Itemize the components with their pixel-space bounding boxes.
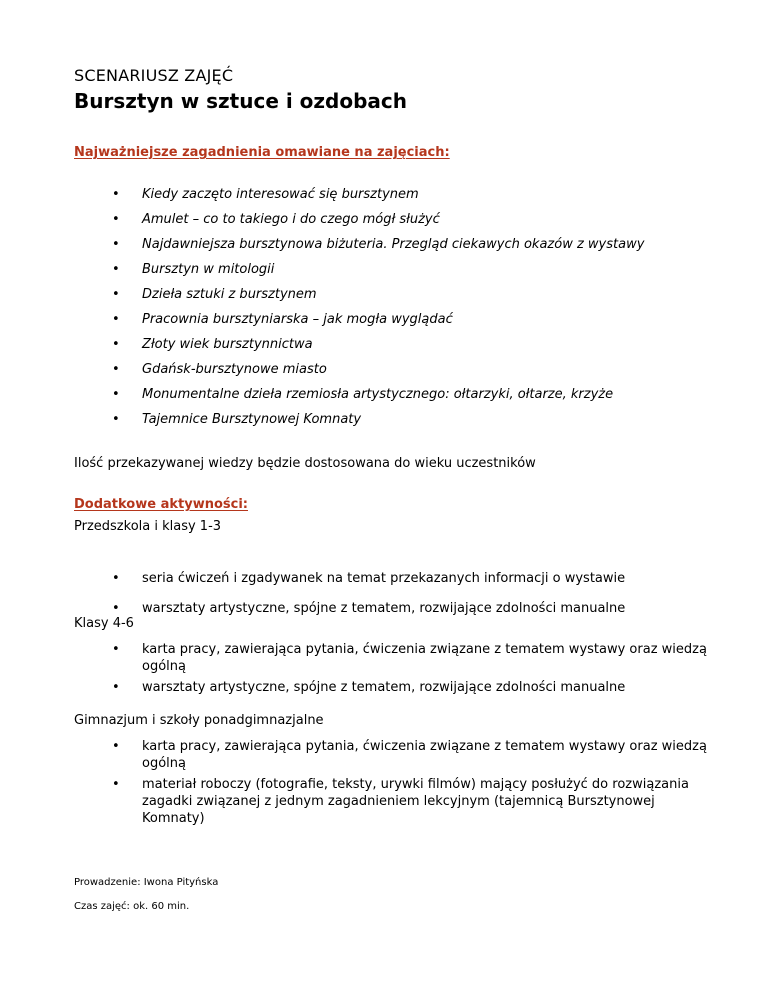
list-item-text: Gdańsk-bursztynowe miasto — [142, 362, 327, 377]
bullet-icon: • — [112, 187, 120, 202]
list-item-text: seria ćwiczeń i zgadywanek na temat przekazanych informacji o wystawie — [142, 571, 626, 586]
list-item-text: karta pracy, zawierająca pytania, ćwiczenia związane z tematem wystawy oraz wiedzą ogólną — [142, 739, 707, 771]
list-item — [112, 286, 712, 311]
list-item — [112, 336, 712, 361]
bullet-icon: • — [112, 237, 120, 252]
list-item-text: Amulet – co to takiego i do czego mógł służyć — [142, 212, 440, 227]
document-supertitle: SCENARIUSZ ZAJĘĆ — [74, 66, 234, 85]
group-label-secondary: Gimnazjum i szkoły ponadgimnazjalne — [74, 713, 324, 728]
list-item — [112, 570, 712, 600]
bullet-icon: • — [112, 412, 120, 427]
bullet-icon: • — [112, 680, 120, 695]
bullet-icon: • — [112, 287, 120, 302]
activities-list-secondary — [112, 738, 712, 827]
list-item-text: Monumentalne dzieła rzemiosła artystycznego: ołtarzyki, ołtarze, krzyże — [142, 387, 614, 402]
list-item-text: Złoty wiek bursztynnictwa — [142, 337, 313, 352]
list-item — [112, 261, 712, 286]
bullet-icon: • — [112, 312, 120, 327]
list-item — [112, 641, 712, 679]
main-topics-list — [112, 186, 712, 436]
bullet-icon: • — [112, 739, 120, 754]
list-item — [112, 186, 712, 211]
activities-list-preschool — [112, 570, 712, 630]
bullet-icon: • — [112, 601, 120, 616]
list-item-text: Tajemnice Bursztynowej Komnaty — [142, 412, 362, 427]
list-item — [112, 311, 712, 336]
list-item-text: Pracownia bursztyniarska – jak mogła wyglądać — [142, 312, 453, 327]
activities-list-classes-4-6 — [112, 641, 712, 696]
group-label-classes-4-6: Klasy 4-6 — [74, 616, 134, 631]
bullet-icon: • — [112, 387, 120, 402]
list-item-text: Najdawniejsza bursztynowa biżuteria. Przegląd ciekawych okazów z wystawy — [142, 237, 645, 252]
document-title: Bursztyn w sztuce i ozdobach — [74, 89, 408, 113]
bullet-icon: • — [112, 642, 120, 657]
list-item — [112, 776, 712, 827]
list-item — [112, 361, 712, 386]
bullet-icon: • — [112, 212, 120, 227]
footer-duration: Czas zajęć: ok. 60 min. — [74, 901, 190, 912]
main-topics-heading: Najważniejsze zagadnienia omawiane na zajęciach: — [74, 145, 450, 160]
list-item — [112, 411, 712, 436]
list-item-text: materiał roboczy (fotografie, teksty, urywki filmów) mający posłużyć do rozwiązania zagadki związanej z jednym zagadnieniem lekcyjnym (tajemnicą Bursztynowej Komnaty) — [142, 777, 689, 826]
list-item — [112, 211, 712, 236]
list-item — [112, 386, 712, 411]
footer-lead: Prowadzenie: Iwona Pityńska — [74, 877, 219, 888]
knowledge-note: Ilość przekazywanej wiedzy będzie dostosowana do wieku uczestników — [74, 456, 536, 471]
bullet-icon: • — [112, 337, 120, 352]
group-label-preschool: Przedszkola i klasy 1-3 — [74, 519, 222, 534]
list-item-text: warsztaty artystyczne, spójne z tematem, rozwijające zdolności manualne — [142, 680, 626, 695]
list-item-text: warsztaty artystyczne, spójne z tematem, rozwijające zdolności manualne — [142, 601, 626, 616]
list-item-text: Dzieła sztuki z bursztynem — [142, 287, 317, 302]
list-item-text: Kiedy zaczęto interesować się bursztynem — [142, 187, 419, 202]
list-item — [112, 600, 712, 630]
list-item-text: Bursztyn w mitologii — [142, 262, 275, 277]
list-item — [112, 679, 712, 696]
bullet-icon: • — [112, 571, 120, 586]
activities-heading: Dodatkowe aktywności: — [74, 497, 248, 512]
bullet-icon: • — [112, 362, 120, 377]
list-item-text: karta pracy, zawierająca pytania, ćwiczenia związane z tematem wystawy oraz wiedzą ogólną — [142, 642, 707, 674]
list-item — [112, 738, 712, 776]
bullet-icon: • — [112, 262, 120, 277]
bullet-icon: • — [112, 777, 120, 792]
list-item — [112, 236, 712, 261]
